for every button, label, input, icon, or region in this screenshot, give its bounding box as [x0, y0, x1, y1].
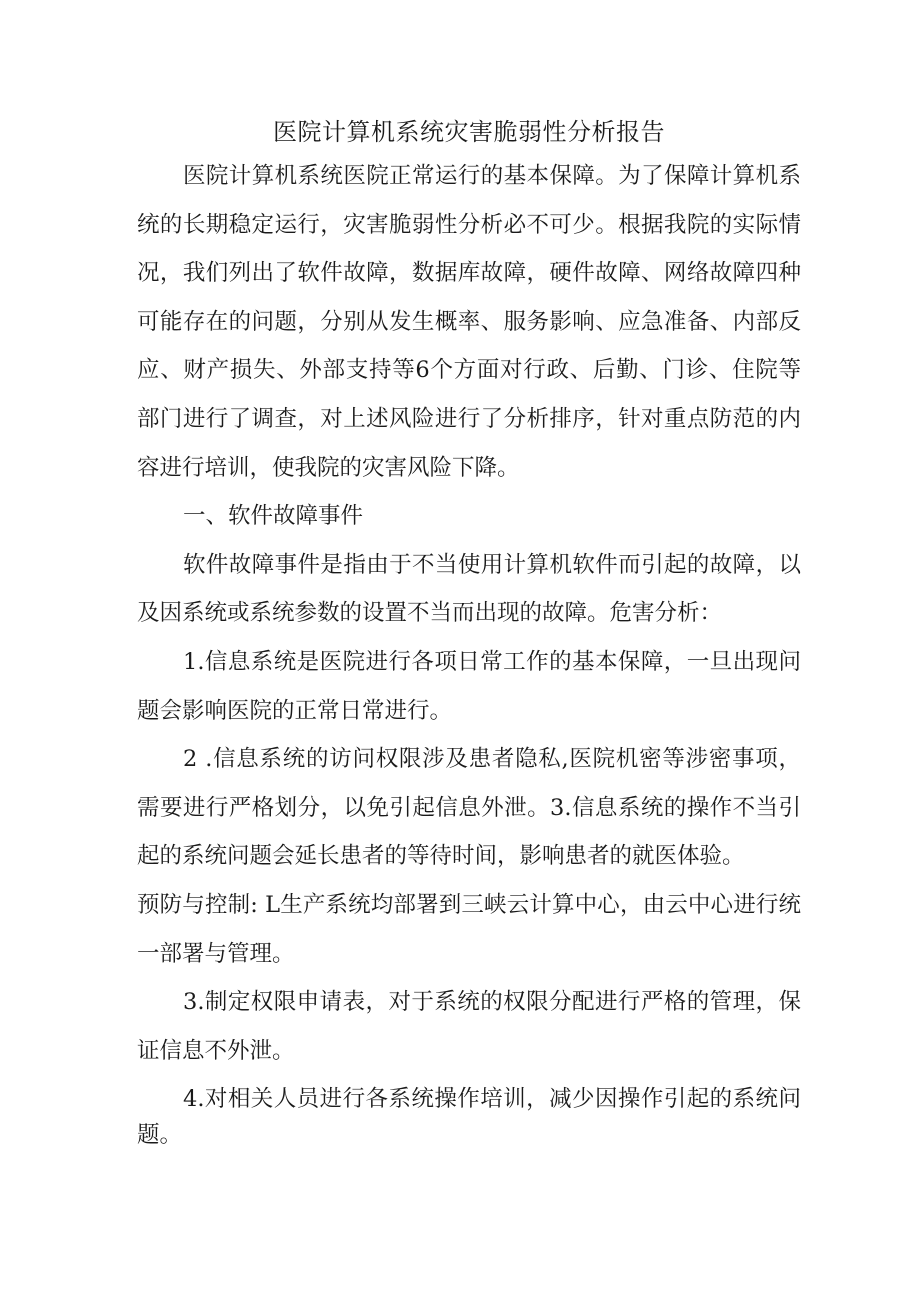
section-heading-software-failure: 一、软件故障事件: [183, 503, 364, 530]
intro-paragraph: 医院计算机系统医院正常运行的基本保障。为了保障计算机系统的长期稳定运行，灾害脆弱性分析必不可少。根据我院的实际情况，我们列出了软件故障，数据库故障，硬件故障、网络故障四种可能存在的问题，分别从发生概率、服务影响、应急准备、内部反应、财产损失、外部支持等6个方面对行政、后勤、门诊、住院等部门进行了调查，对上述风险进行了分析排序，针对重点防范的内容进行培训，使我院的灾害风险下降。: [137, 163, 801, 481]
hazard-item-2-3: 2 .信息系统的访问权限涉及患者隐私,医院机密等涉密事项，需要进行严格划分，以免引起信息外泄。3.信息系统的操作不当引起的系统问题会延长患者的等待时间，影响患者的就医体验。: [137, 746, 801, 870]
document-body: [137, 112, 801, 1153]
hazard-item-1: 1.信息系统是医院进行各项日常工作的基本保障，一旦出现问题会影响医院的正常日常进行。: [137, 648, 801, 724]
measure-item-4: 4.对相关人员进行各系统操作培训，减少因操作引起的系统问题。: [137, 1086, 801, 1149]
document-title: 医院计算机系统灾害脆弱性分析报告: [273, 118, 665, 146]
prevention-control: 预防与控制: L生产系统均部署到三峡云计算中心，由云中心进行统一部署与管理。: [137, 891, 801, 967]
measure-item-3: 3.制定权限申请表，对于系统的权限分配进行严格的管理，保证信息不外泄。: [137, 989, 801, 1064]
section-description: 软件故障事件是指由于不当使用计算机软件而引起的故障，以及因系统或系统参数的设置不当而出现的故障。危害分析：: [137, 551, 801, 627]
